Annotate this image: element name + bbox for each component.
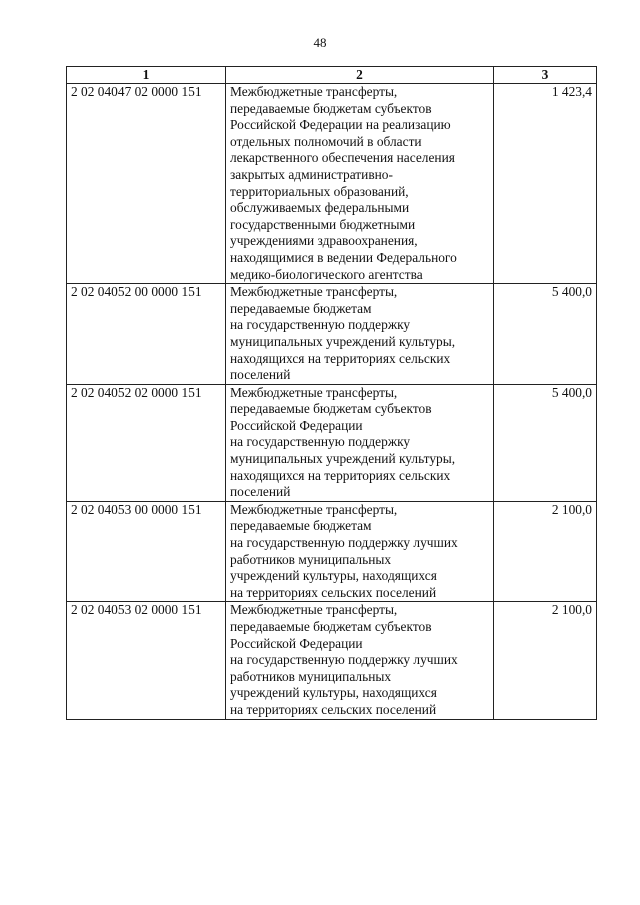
description-line: лекарственного обеспечения населения bbox=[230, 150, 455, 166]
description-line: передаваемые бюджетам субъектов bbox=[230, 100, 432, 116]
description-line: муниципальных учреждений культуры, bbox=[230, 451, 456, 467]
description-line: поселений bbox=[230, 484, 291, 500]
amount-cell: 5 400,0 bbox=[494, 284, 597, 385]
description-line: находящихся на территориях сельских bbox=[230, 467, 451, 483]
description-line: передаваемые бюджетам субъектов bbox=[230, 401, 432, 417]
header-row bbox=[67, 67, 597, 84]
amount-cell: 5 400,0 bbox=[494, 384, 597, 501]
budget-code-cell: 2 02 04052 00 0000 151 bbox=[67, 284, 226, 385]
description-line: закрытых административно- bbox=[230, 166, 393, 182]
amount-cell: 2 100,0 bbox=[494, 501, 597, 602]
description-line: учреждениями здравоохранения, bbox=[230, 233, 418, 249]
table-body bbox=[67, 84, 597, 720]
budget-code-cell: 2 02 04053 02 0000 151 bbox=[67, 602, 226, 719]
description-line: Межбюджетные трансферты, bbox=[230, 384, 398, 400]
header-cell-description: 2 bbox=[226, 67, 494, 84]
description-line: Межбюджетные трансферты, bbox=[230, 501, 398, 517]
description-cell bbox=[226, 384, 494, 501]
description-line: на государственную поддержку bbox=[230, 317, 411, 333]
description-line: территориальных образований, bbox=[230, 183, 409, 199]
description-line: обслуживаемых федеральными bbox=[230, 200, 410, 216]
description-line: Российской Федерации bbox=[230, 635, 363, 651]
description-line: на территориях сельских поселений bbox=[230, 584, 437, 600]
description-line: поселений bbox=[230, 367, 291, 383]
amount-cell: 1 423,4 bbox=[494, 84, 597, 284]
budget-code-cell: 2 02 04047 02 0000 151 bbox=[67, 84, 226, 284]
table-row bbox=[67, 501, 597, 602]
description-line: на государственную поддержку bbox=[230, 434, 411, 450]
description-line: учреждений культуры, находящихся bbox=[230, 568, 437, 584]
table-header bbox=[67, 67, 597, 84]
description-line: передаваемые бюджетам bbox=[230, 300, 372, 316]
description-line: на государственную поддержку лучших bbox=[230, 652, 458, 668]
description-cell bbox=[226, 501, 494, 602]
budget-code-cell: 2 02 04053 00 0000 151 bbox=[67, 501, 226, 602]
description-line: муниципальных учреждений культуры, bbox=[230, 333, 456, 349]
description-cell bbox=[226, 84, 494, 284]
header-cell-amount: 3 bbox=[494, 67, 597, 84]
description-line: передаваемые бюджетам субъектов bbox=[230, 619, 432, 634]
budget-code-cell: 2 02 04052 02 0000 151 bbox=[67, 384, 226, 501]
description-line: Российской Федерации bbox=[230, 417, 363, 433]
description-line: работников муниципальных bbox=[230, 551, 392, 567]
table-row bbox=[67, 602, 597, 719]
description-line: на территориях сельских поселений bbox=[230, 701, 437, 717]
budget-table bbox=[66, 66, 597, 720]
description-line: Российской Федерации на реализацию bbox=[230, 117, 451, 133]
description-line: Межбюджетные трансферты, bbox=[230, 284, 398, 300]
description-line: медико-биологического агентства bbox=[230, 266, 423, 282]
description-cell bbox=[226, 284, 494, 385]
description-cell bbox=[226, 602, 494, 719]
description-line: находящихся на территориях сельских bbox=[230, 350, 451, 366]
description-line: отдельных полномочий в области bbox=[230, 133, 422, 149]
description-line: на государственную поддержку лучших bbox=[230, 535, 458, 551]
page-number: 48 bbox=[313, 35, 327, 50]
description-line: Межбюджетные трансферты, bbox=[230, 84, 398, 99]
description-line: работников муниципальных bbox=[230, 668, 392, 684]
description-line: передаваемые бюджетам bbox=[230, 518, 372, 534]
table-row bbox=[67, 384, 597, 501]
table-row bbox=[67, 84, 597, 284]
table-row bbox=[67, 284, 597, 385]
description-line: находящимися в ведении Федерального bbox=[230, 249, 457, 265]
description-line: государственными бюджетными bbox=[230, 216, 416, 232]
description-line: учреждений культуры, находящихся bbox=[230, 685, 437, 701]
header-cell-code: 1 bbox=[67, 67, 226, 84]
amount-cell: 2 100,0 bbox=[494, 602, 597, 719]
description-line: Межбюджетные трансферты, bbox=[230, 602, 398, 618]
